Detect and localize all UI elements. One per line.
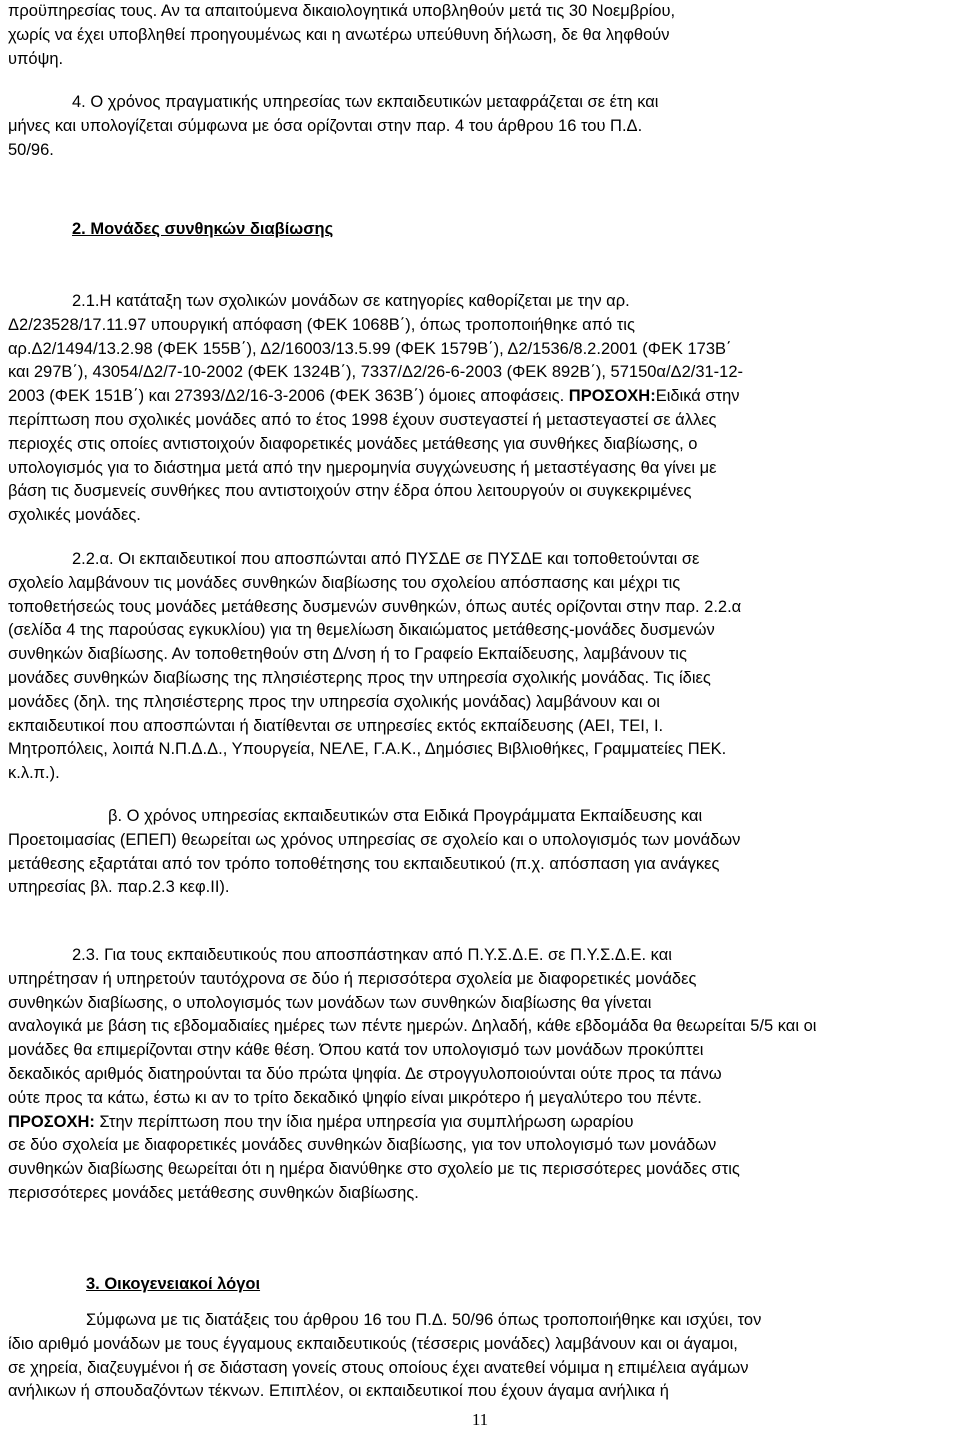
- text-line: χωρίς να έχει υποβληθεί προηγουμένως και η ανωτέρω υπεύθυνη δήλωση, δε θα ληφθούν: [8, 25, 670, 44]
- text-line: [8, 385, 953, 409]
- text-line: σχολικές μονάδες.: [8, 506, 141, 525]
- text-fragment: 2003 (ΦΕΚ 151Β΄) και 27393/Δ2/16-3-2006 (ΦΕΚ 363Β΄) όμοιες αποφάσεις.: [8, 387, 565, 406]
- text-line: βάση τις δυσμενείς συνθήκες που αντιστοιχούν στην έδρα όπου λειτουργούν οι συγκεκριμένες: [8, 482, 692, 501]
- text-line: β. Ο χρόνος υπηρεσίας εκπαιδευτικών στα Ειδικά Προγράμματα Εκπαίδευσης και: [108, 807, 703, 825]
- text-line: δεκαδικός αριθμός διατηρούνται τα δύο πρώτα ψηφία. Δε στρογγυλοποιούνται ούτε προς τα πάνω: [8, 1064, 722, 1083]
- text-line: 50/96.: [8, 140, 54, 159]
- text-line: μετάθεσης εξαρτάται από τον τρόπο τοποθέτησης του εκπαιδευτικού (π.χ. απόσπαση για ανάγκες: [8, 854, 720, 873]
- text-line: Σύμφωνα με τις διατάξεις του άρθρου 16 του Π.Δ. 50/96 όπως τροποποιήθηκε και ισχύει, τον: [86, 1311, 762, 1329]
- text-line: σχολείο λαμβάνουν τις μονάδες συνθηκών διαβίωσης του σχολείου απόσπασης και μέχρι τις: [8, 573, 681, 592]
- heading-text: 2. Μονάδες συνθηκών διαβίωσης: [72, 220, 334, 238]
- paragraph-2-2-a: [8, 548, 953, 786]
- text-line: συνθηκών διαβίωσης θεωρείται ότι η ημέρα διανύθηκε στο σχολείο με τις περισσότερες μονάδες στις: [8, 1160, 740, 1179]
- heading-text: 3. Οικογενειακοί λόγοι: [86, 1275, 261, 1293]
- text-line: Προετοιμασίας (ΕΠΕΠ) θεωρείται ως χρόνος υπηρεσίας σε σχολείο και ο υπολογισμός των μονάδων: [8, 830, 741, 849]
- text-line: (σελίδα 4 της παρούσας εγκυκλίου) για τη θεμελίωση δικαιώματος μετάθεσης-μονάδες δυσμενών: [8, 621, 715, 640]
- text-line: μονάδες θα επιμερίζονται στην κάθε θέση. Όπου κατά τον υπολογισμό των μονάδων προκύπτει: [8, 1041, 704, 1060]
- text-line: ίδιο αριθμό μονάδων με τους έγγαμους εκπαιδευτικούς (τέσσερις μονάδες) λαμβάνουν και οι άγαμοι,: [8, 1334, 738, 1353]
- paragraph-2-1: [8, 290, 953, 528]
- paragraph-4: [8, 91, 953, 162]
- text-line: αρ.Δ2/1494/13.2.98 (ΦΕΚ 155Β΄), Δ2/16003/13.5.99 (ΦΕΚ 1579Β΄), Δ2/1536/8.2.2001 (ΦΕΚ 173Β΄: [8, 339, 732, 358]
- text-line: εκπαιδευτικοί που αποσπώνται ή διατίθενται σε υπηρεσίες εκτός εκπαίδευσης (ΑΕΙ, ΤΕΙ, Ι.: [8, 716, 664, 735]
- text-line: συνθηκών διαβίωσης. Αν τοποθετηθούν στη Δ/νση ή το Γραφείο Εκπαίδευσης, λαμβάνουν τις: [8, 645, 687, 664]
- section-heading-2: [8, 218, 953, 242]
- text-line: 2.3. Για τους εκπαιδευτικούς που αποσπάστηκαν από Π.Υ.Σ.Δ.Ε. σε Π.Υ.Σ.Δ.Ε. και: [72, 946, 672, 964]
- text-line: σε δύο σχολεία με διαφορετικές μονάδες συνθηκών διαβίωσης, για τον υπολογισμό των μονάδων: [8, 1136, 717, 1155]
- text-line: μονάδες συνθηκών διαβίωσης της πλησιέστερης προς την υπηρεσία σχολικής μονάδας. Τις ίδιες: [8, 668, 711, 687]
- attention-label: ΠΡΟΣΟΧΗ:: [568, 387, 656, 406]
- text-line: περιοχές στις οποίες αντιστοιχούν διαφορετικές μονάδες μετάθεσης για συνθήκες διαβίωσης, ο: [8, 434, 698, 453]
- text-line: περίπτωση που σχολικές μονάδες από το έτος 1998 έχουν συστεγαστεί ή μεταστεγαστεί σε άλλες: [8, 410, 717, 429]
- text-line: υπόψη.: [8, 49, 64, 68]
- text-line: 2.1.Η κατάταξη των σχολικών μονάδων σε κατηγορίες καθορίζεται με την αρ.: [72, 292, 630, 310]
- text-line: περισσότερες μονάδες μετάθεσης συνθηκών διαβίωσης.: [8, 1183, 419, 1202]
- text-line: προϋπηρεσίας τους. Αν τα απαιτούμενα δικαιολογητικά υποβληθούν μετά τις 30 Νοεμβρίου,: [8, 2, 676, 20]
- text-fragment: Ειδικά στην: [655, 387, 740, 406]
- section-heading-3: [8, 1273, 953, 1297]
- attention-label: ΠΡΟΣΟΧΗ:: [8, 1112, 95, 1131]
- text-line: Μητροπόλεις, λοιπά Ν.Π.Δ.Δ., Υπουργεία, ΝΕΛΕ, Γ.Α.Κ., Δημόσιες Βιβλιοθήκες, Γραμματείες ΠΕΚ.: [8, 740, 727, 759]
- text-line: υπολογισμός για το διάστημα μετά από την ημερομηνία συγχώνευσης ή μεταστέγασης θα γίνει με: [8, 458, 717, 477]
- text-line: συνθηκών διαβίωσης, ο υπολογισμός των μονάδων των συνθηκών διαβίωσης θα γίνεται: [8, 993, 652, 1012]
- text-line: μήνες και υπολογίζεται σύμφωνα με όσα ορίζονται στην παρ. 4 του άρθρου 16 του Π.Δ.: [8, 116, 643, 135]
- text-line: υπηρεσίας βλ. παρ.2.3 κεφ.ΙΙ).: [8, 878, 230, 897]
- paragraph-3: [8, 1309, 953, 1404]
- text-line: και 297Β΄), 43054/Δ2/7-10-2002 (ΦΕΚ 1324Β΄), 7337/Δ2/26-6-2003 (ΦΕΚ 892Β΄), 57150α/Δ2/31-12-: [8, 363, 744, 382]
- text-line: 4. Ο χρόνος πραγματικής υπηρεσίας των εκπαιδευτικών μεταφράζεται σε έτη και: [72, 93, 659, 111]
- text-line: αναλογικά με βάση τις εβδομαδιαίες ημέρες των πέντε ημερών. Δηλαδή, κάθε εβδομάδα θα θεωρείται 5/5 και οι: [8, 1017, 817, 1036]
- text-line: 2.2.α. Οι εκπαιδευτικοί που αποσπώνται από ΠΥΣΔΕ σε ΠΥΣΔΕ και τοποθετούνται σε: [72, 550, 700, 568]
- text-line: σε χηρεία, διαζευγμένοι ή σε διάσταση γονείς στους οποίους έχει ανατεθεί νόμιμα η επιμέλεια αγάμων: [8, 1358, 749, 1377]
- paragraph-intro: [8, 0, 953, 71]
- paragraph-2-2-b: [8, 805, 953, 900]
- text-line: μονάδες (δηλ. της πλησιέστερης προς την υπηρεσία σχολικής μονάδας) λαμβάνουν και οι: [8, 692, 660, 711]
- text-line: τοποθετήσεώς τους μονάδες μετάθεσης δυσμενών συνθηκών, όπως αυτές ορίζονται στην παρ. 2.2.α: [8, 597, 742, 616]
- text-line: Δ2/23528/17.11.97 υπουργική απόφαση (ΦΕΚ 1068Β΄), όπως τροποποιήθηκε από τις: [8, 315, 635, 334]
- paragraph-2-3: [8, 944, 953, 1206]
- text-fragment: Στην περίπτωση που την ίδια ημέρα υπηρεσία για συμπλήρωση ωραρίου: [99, 1112, 634, 1131]
- text-line: [8, 1111, 953, 1135]
- page-number: 11: [471, 1410, 489, 1429]
- text-line: ούτε προς τα κάτω, έστω κι αν το τρίτο δεκαδικό ψηφίο είναι μικρότερο ή μεγαλύτερο του πέντε.: [8, 1088, 702, 1107]
- text-line: κ.λ.π.).: [8, 764, 60, 783]
- text-line: υπηρέτησαν ή υπηρετούν ταυτόχρονα σε δύο ή περισσότερα σχολεία με διαφορετικές μονάδες: [8, 969, 697, 988]
- text-line: ανήλικων ή σπουδαζόντων τέκνων. Επιπλέον, οι εκπαιδευτικοί που έχουν άγαμα ανήλικα ή: [8, 1382, 669, 1401]
